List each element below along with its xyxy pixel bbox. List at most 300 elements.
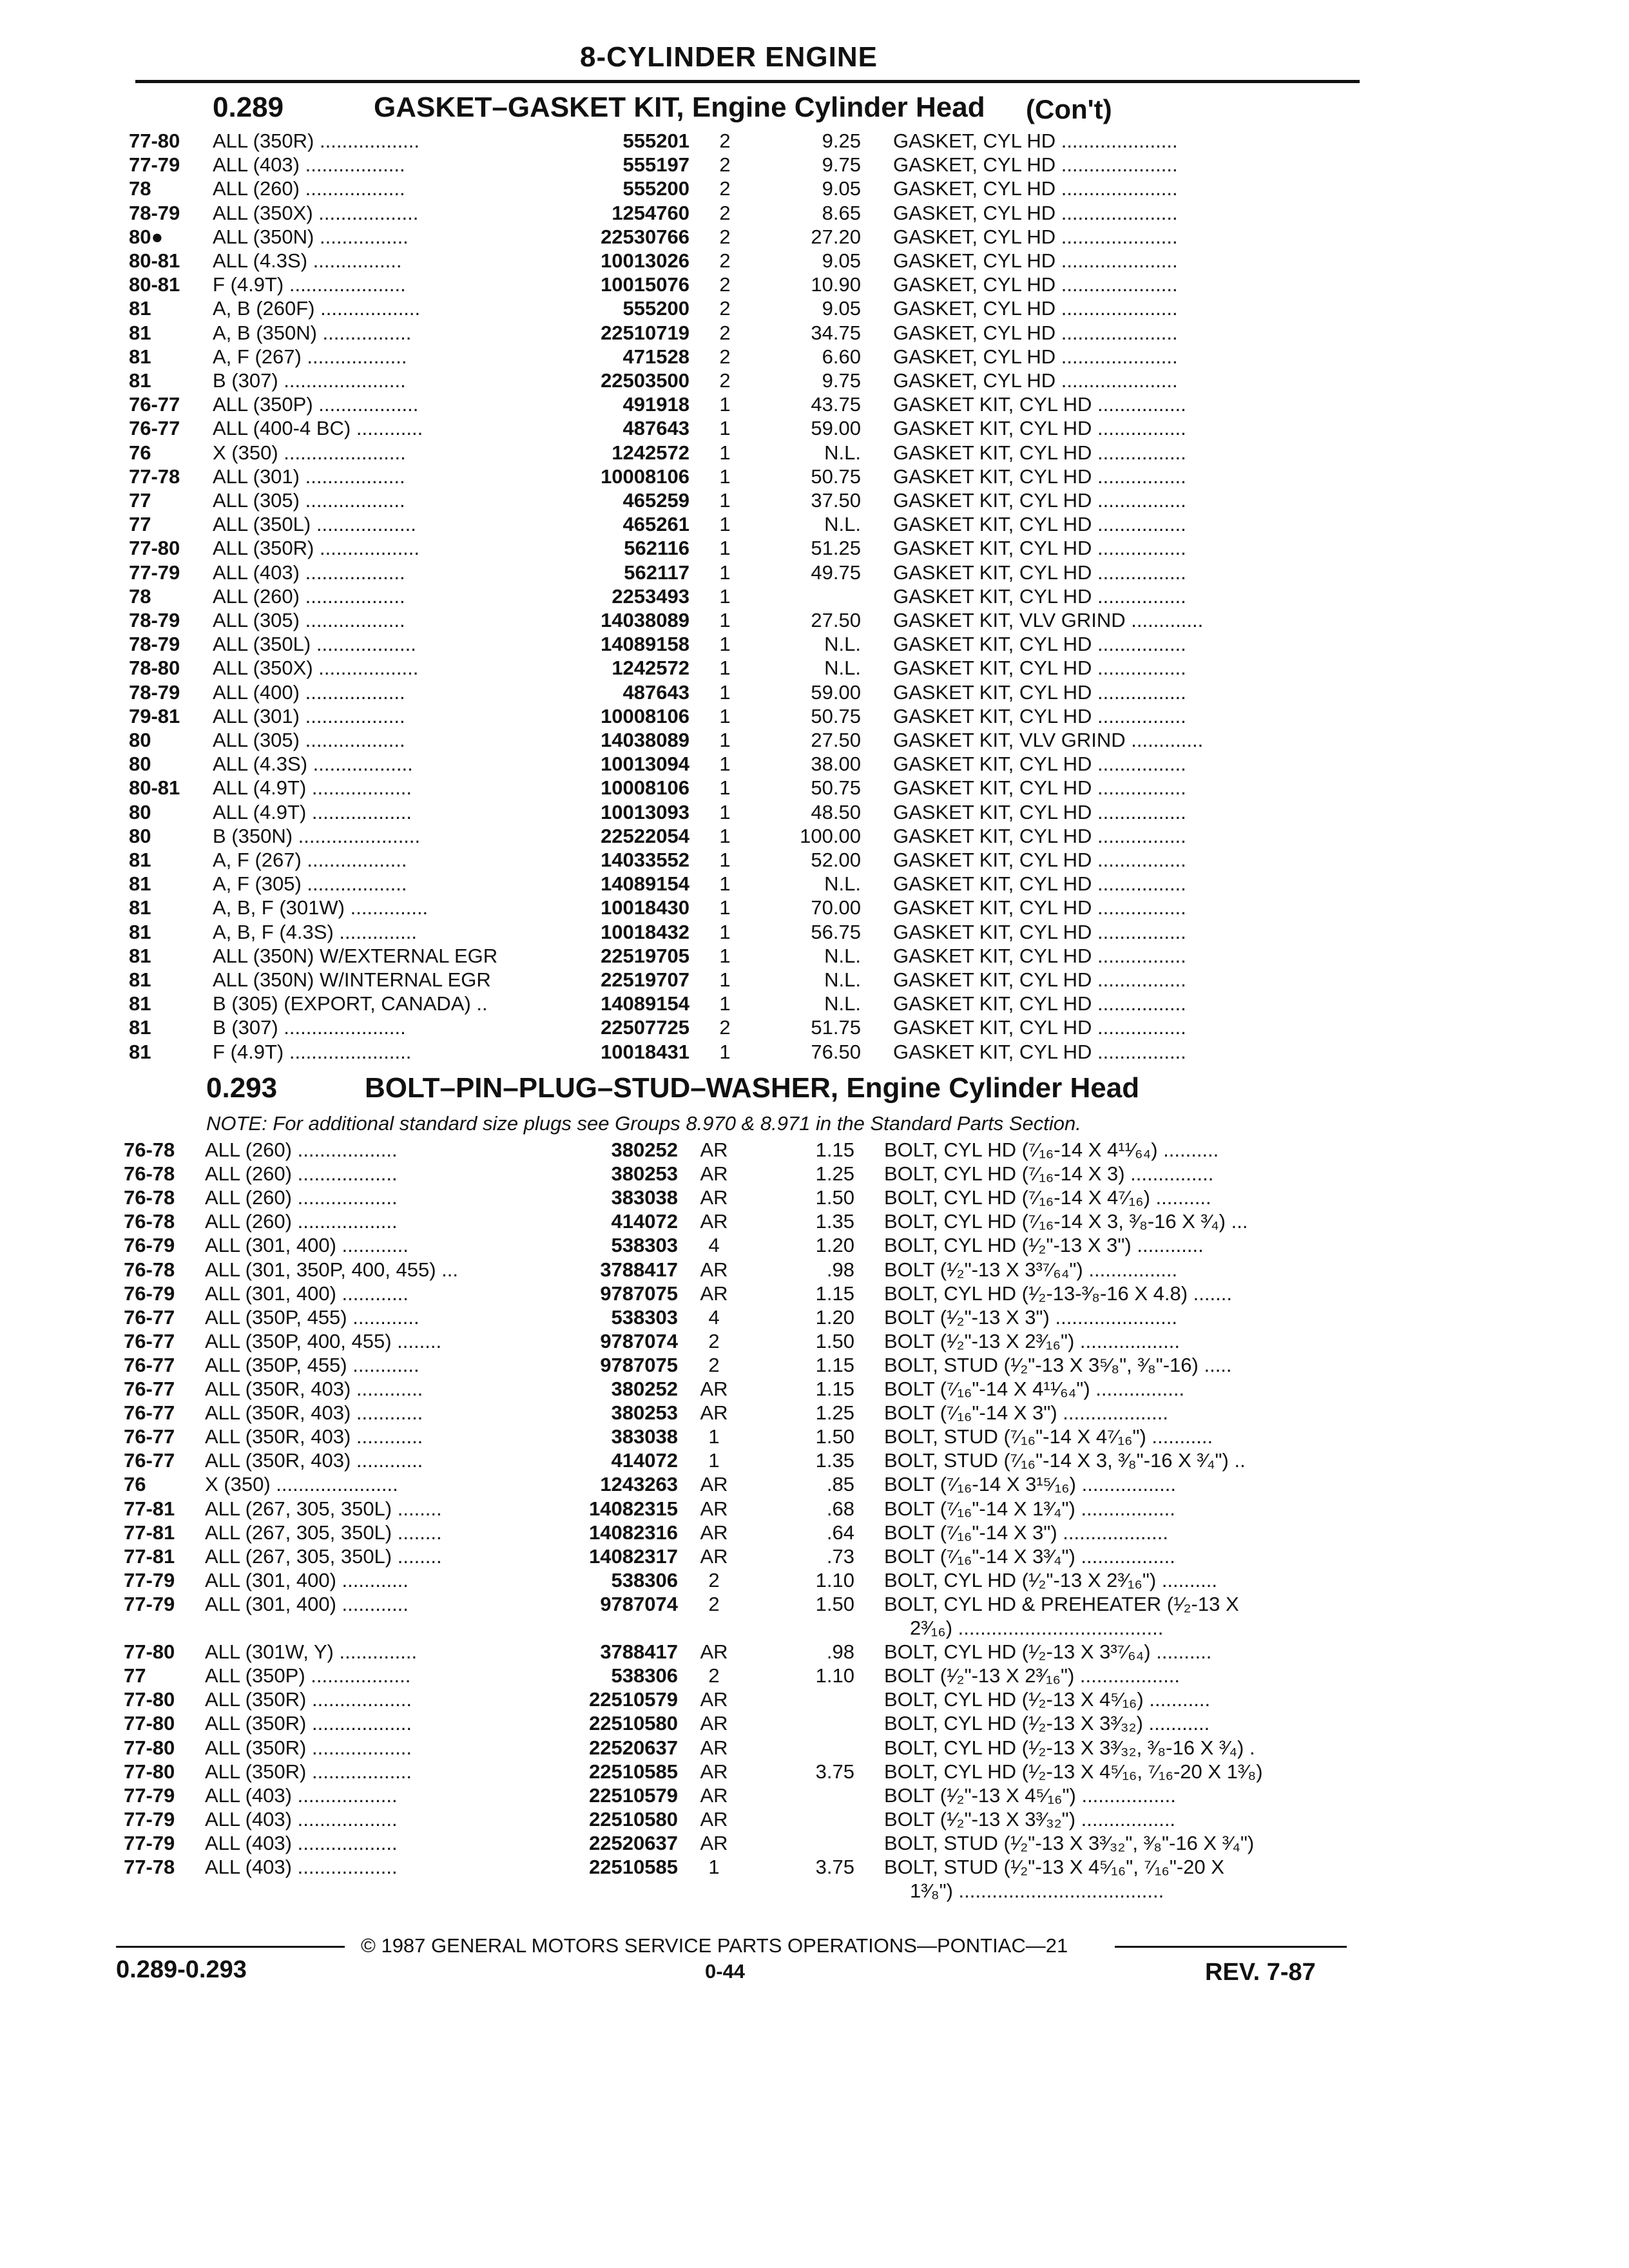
- row-description: BOLT, CYL HD (¹⁄₂-13-³⁄₈-16 X 4.8) .......: [884, 1282, 1232, 1305]
- row-quantity: AR: [700, 1760, 728, 1783]
- row-part-number: 3788417: [600, 1258, 678, 1281]
- row-quantity: AR: [700, 1688, 728, 1711]
- table-row-continuation: [0, 1616, 1629, 1640]
- row-price: 51.25: [811, 537, 861, 560]
- table-row: [0, 1282, 1629, 1305]
- section-header-0289: [213, 91, 1244, 128]
- row-description: BOLT (⁷⁄₁₆"-14 X 3") ...................: [884, 1521, 1168, 1544]
- row-price: 9.05: [822, 177, 861, 200]
- row-description: BOLT, CYL HD (¹⁄₂-13 X 3³⁄₃₂) ...........: [884, 1712, 1210, 1735]
- row-model: ALL (350R) ..................: [205, 1712, 412, 1735]
- row-quantity: 1: [719, 920, 731, 943]
- row-description: GASKET KIT, CYL HD ................: [893, 849, 1186, 871]
- table-row: [0, 968, 1629, 992]
- row-model: ALL (260) ..................: [205, 1162, 398, 1186]
- row-price: 3.75: [815, 1760, 854, 1783]
- table-row: [0, 776, 1629, 800]
- row-part-number: 22510585: [589, 1856, 678, 1878]
- row-part-number: 487643: [622, 680, 689, 704]
- row-part-number: 10018432: [601, 920, 689, 943]
- row-price: N.L.: [824, 633, 861, 656]
- row-years: 76-77: [124, 1401, 175, 1425]
- table-row: [0, 680, 1629, 704]
- row-price: .85: [826, 1473, 854, 1496]
- row-part-number: 380253: [611, 1162, 678, 1186]
- row-part-number: 562117: [624, 561, 689, 584]
- table-row: [0, 1305, 1629, 1329]
- row-price: N.L.: [824, 657, 861, 680]
- row-part-number: 14082315: [589, 1497, 678, 1520]
- row-description: GASKET KIT, CYL HD ................: [893, 561, 1186, 584]
- row-description: GASKET KIT, CYL HD ................: [893, 704, 1186, 727]
- row-description: GASKET, CYL HD .....................: [893, 345, 1178, 368]
- row-quantity: 1: [719, 849, 731, 871]
- table-row: [0, 1592, 1629, 1616]
- row-price: 70.00: [811, 896, 861, 919]
- row-part-number: 538303: [611, 1305, 678, 1329]
- row-model: ALL (403) ..................: [205, 1807, 398, 1831]
- row-model: A, B, F (4.3S) ..............: [213, 920, 417, 943]
- row-part-number: 10018430: [601, 896, 689, 919]
- table-row: [0, 944, 1629, 968]
- row-part-number: 465261: [622, 513, 689, 536]
- row-description: BOLT, STUD (⁷⁄₁₆"-14 X 4⁷⁄₁₆") ...........: [884, 1425, 1213, 1448]
- table-row: [0, 1015, 1629, 1039]
- row-description: GASKET KIT, CYL HD ................: [893, 968, 1186, 991]
- row-years: 76: [124, 1473, 146, 1496]
- row-model: ALL (267, 305, 350L) ........: [205, 1497, 442, 1520]
- row-price: 1.25: [815, 1162, 854, 1186]
- row-part-number: 10008106: [601, 776, 689, 800]
- row-price: 49.75: [811, 561, 861, 584]
- table-row: [0, 992, 1629, 1015]
- row-quantity: 1: [719, 657, 731, 680]
- row-part-number: 14033552: [601, 849, 689, 871]
- row-quantity: AR: [700, 1831, 728, 1854]
- row-quantity: 2: [719, 273, 731, 296]
- table-row: [0, 561, 1629, 584]
- row-model: ALL (350R, 403) ............: [205, 1378, 423, 1400]
- row-quantity: 1: [719, 441, 731, 464]
- row-years: 80-81: [129, 776, 180, 800]
- row-part-number: 2253493: [612, 584, 689, 608]
- row-part-number: 10008106: [601, 704, 689, 727]
- row-model: F (4.9T) .....................: [213, 273, 406, 296]
- row-years: 81: [129, 321, 151, 344]
- row-quantity: 2: [719, 130, 731, 152]
- row-price: 1.50: [815, 1186, 854, 1209]
- row-years: 78-79: [129, 201, 180, 224]
- row-price: 1.15: [815, 1378, 854, 1400]
- row-years: 81: [129, 872, 151, 896]
- table-row: [0, 153, 1629, 177]
- row-model: A, B (350N) ................: [213, 321, 412, 344]
- row-price: 59.00: [811, 417, 861, 440]
- table-row: [0, 1401, 1629, 1425]
- table-row: [0, 536, 1629, 560]
- table-row: [0, 225, 1629, 249]
- table-row: [0, 416, 1629, 440]
- table-row: [0, 249, 1629, 273]
- row-years: 76: [129, 441, 151, 464]
- row-years: 77-79: [124, 1783, 175, 1807]
- row-quantity: 1: [719, 800, 731, 823]
- row-quantity: 1: [719, 704, 731, 727]
- row-description: BOLT, STUD (¹⁄₂"-13 X 4⁵⁄₁₆", ⁷⁄₁₆"-20 X: [884, 1856, 1224, 1878]
- row-quantity: AR: [700, 1258, 728, 1281]
- row-description: BOLT, CYL HD (⁷⁄₁₆-14 X 3, ³⁄₈-16 X ³⁄₄) ...: [884, 1210, 1248, 1233]
- table-row: [0, 1258, 1629, 1282]
- table-row: [0, 345, 1629, 369]
- section-title-sub: Engine Cylinder Head: [846, 1072, 1140, 1104]
- row-quantity: AR: [700, 1736, 728, 1759]
- row-description: BOLT (⁷⁄₁₆"-14 X 3³⁄₄") .................: [884, 1544, 1175, 1568]
- table-row: [0, 656, 1629, 680]
- row-price: 1.50: [815, 1425, 854, 1448]
- row-description: BOLT (¹⁄₂"-13 X 3") ......................: [884, 1305, 1177, 1329]
- row-quantity: AR: [700, 1640, 728, 1664]
- row-years: 77-80: [124, 1640, 175, 1664]
- row-years: 77-81: [124, 1544, 175, 1568]
- table-row: [0, 1329, 1629, 1353]
- table-row: [0, 1544, 1629, 1568]
- row-description: BOLT, CYL HD (¹⁄₂-13 X 4⁵⁄₁₆, ⁷⁄₁₆-20 X 1³⁄₈): [884, 1760, 1263, 1783]
- row-model: ALL (350L) ..................: [213, 513, 416, 536]
- row-years: 78-79: [129, 609, 180, 631]
- row-description-continued: 1³⁄₈") .....................................: [910, 1879, 1164, 1903]
- row-price: .68: [826, 1497, 854, 1520]
- row-price: 50.75: [811, 465, 861, 488]
- section-header-0293: [206, 1072, 1237, 1108]
- row-years: 77-80: [124, 1712, 175, 1735]
- row-price: 100.00: [800, 824, 861, 847]
- row-years: 76-78: [124, 1139, 175, 1161]
- table-row: [0, 1377, 1629, 1401]
- row-quantity: AR: [700, 1162, 728, 1186]
- row-quantity: AR: [700, 1139, 728, 1161]
- row-model: A, F (305) ..................: [213, 872, 407, 896]
- section-title-main: GASKET–GASKET KIT,: [374, 91, 684, 123]
- section-number: 0.293: [206, 1072, 278, 1104]
- row-price: 50.75: [811, 704, 861, 727]
- row-years: 76-78: [124, 1258, 175, 1281]
- footer-copyright: © 1987 GENERAL MOTORS SERVICE PARTS OPERATIONS—PONTIAC—21: [361, 1934, 1068, 1957]
- row-description: GASKET KIT, CYL HD ................: [893, 1016, 1186, 1039]
- row-years: 77-79: [124, 1831, 175, 1854]
- row-years: 78-79: [129, 680, 180, 704]
- row-part-number: 383038: [611, 1186, 678, 1209]
- row-part-number: 491918: [622, 393, 689, 416]
- row-years: 80: [129, 800, 151, 823]
- row-price: 1.35: [815, 1449, 854, 1472]
- row-quantity: AR: [700, 1544, 728, 1568]
- table-row: [0, 441, 1629, 465]
- table-row: [0, 1162, 1629, 1186]
- table-row: [0, 1425, 1629, 1448]
- row-years: 76-77: [124, 1353, 175, 1376]
- row-model: ALL (301) ..................: [213, 704, 405, 727]
- table-row: [0, 1448, 1629, 1472]
- row-years: 78: [129, 584, 151, 608]
- row-price: 9.75: [822, 369, 861, 392]
- row-price: 9.75: [822, 153, 861, 177]
- row-price: 9.05: [822, 297, 861, 320]
- table-row: [0, 584, 1629, 608]
- table-row: [0, 1186, 1629, 1209]
- row-part-number: 555201: [622, 130, 689, 152]
- row-quantity: 1: [719, 417, 731, 440]
- row-description: GASKET KIT, CYL HD ................: [893, 584, 1186, 608]
- table-row: [0, 704, 1629, 728]
- table-row: [0, 848, 1629, 872]
- row-quantity: AR: [700, 1807, 728, 1831]
- row-part-number: 380252: [611, 1378, 678, 1400]
- row-description: BOLT (¹⁄₂"-13 X 3³⁷⁄₆₄") ................: [884, 1258, 1178, 1281]
- row-part-number: 555197: [622, 153, 689, 177]
- row-quantity: AR: [700, 1378, 728, 1400]
- row-part-number: 22530766: [601, 225, 689, 248]
- row-model: B (307) ......................: [213, 369, 406, 392]
- table-row: [0, 1497, 1629, 1521]
- row-model: ALL (350R, 403) ............: [205, 1425, 423, 1448]
- row-years: 80-81: [129, 249, 180, 272]
- row-quantity: 1: [719, 584, 731, 608]
- row-part-number: 22510579: [589, 1688, 678, 1711]
- row-part-number: 14082317: [589, 1544, 678, 1568]
- table-row: [0, 1831, 1629, 1855]
- row-description: BOLT, CYL HD (⁷⁄₁₆-14 X 3) ...............: [884, 1162, 1214, 1186]
- row-model: ALL (350R) ..................: [205, 1736, 412, 1759]
- row-part-number: 22510579: [589, 1783, 678, 1807]
- row-years: 77-80: [124, 1736, 175, 1759]
- row-model: A, F (267) ..................: [213, 849, 407, 871]
- table-row: [0, 872, 1629, 896]
- row-description: GASKET KIT, CYL HD ................: [893, 872, 1186, 896]
- row-description: BOLT (¹⁄₂"-13 X 2³⁄₁₆") ..................: [884, 1329, 1180, 1352]
- row-price: N.L.: [824, 441, 861, 464]
- row-part-number: 10018431: [601, 1040, 689, 1063]
- row-price: N.L.: [824, 968, 861, 991]
- row-description: BOLT (⁷⁄₁₆"-14 X 1³⁄₄") .................: [884, 1497, 1175, 1520]
- row-part-number: 1242572: [612, 441, 689, 464]
- row-description: GASKET, CYL HD .....................: [893, 273, 1178, 296]
- row-part-number: 555200: [622, 297, 689, 320]
- row-years: 81: [129, 849, 151, 871]
- row-quantity: 1: [719, 513, 731, 536]
- row-quantity: AR: [700, 1497, 728, 1520]
- row-years: 76-79: [124, 1234, 175, 1257]
- row-quantity: 2: [719, 369, 731, 392]
- row-model: ALL (400) ..................: [213, 680, 405, 704]
- table-row: [0, 321, 1629, 345]
- footer-section-range: 0.289-0.293: [116, 1956, 247, 1983]
- row-quantity: 2: [719, 345, 731, 368]
- row-quantity: 4: [708, 1305, 720, 1329]
- row-model: ALL (4.9T) ..................: [213, 776, 412, 800]
- row-price: .73: [826, 1544, 854, 1568]
- row-description: GASKET KIT, VLV GRIND .............: [893, 609, 1204, 631]
- table-row: [0, 1711, 1629, 1735]
- row-years: 81: [129, 369, 151, 392]
- table-row: [0, 129, 1629, 153]
- row-description: GASKET, CYL HD .....................: [893, 177, 1178, 200]
- table-row: [0, 1472, 1629, 1496]
- row-part-number: 14089154: [601, 992, 689, 1015]
- row-part-number: 1242572: [612, 657, 689, 680]
- row-model: ALL (350P, 455) ............: [205, 1353, 419, 1376]
- row-model: ALL (350X) ..................: [213, 201, 419, 224]
- row-quantity: 1: [719, 680, 731, 704]
- row-price: 8.65: [822, 201, 861, 224]
- row-years: 77: [124, 1664, 146, 1687]
- row-part-number: 555200: [622, 177, 689, 200]
- row-price: 9.05: [822, 249, 861, 272]
- row-description: GASKET KIT, CYL HD ................: [893, 513, 1186, 536]
- row-model: ALL (305) ..................: [213, 609, 405, 631]
- row-description: GASKET KIT, CYL HD ................: [893, 489, 1186, 512]
- row-quantity: 1: [719, 1040, 731, 1063]
- row-description: GASKET KIT, CYL HD ................: [893, 800, 1186, 823]
- row-quantity: 2: [708, 1329, 720, 1352]
- row-quantity: 2: [708, 1353, 720, 1376]
- row-quantity: 2: [719, 225, 731, 248]
- row-model: ALL (260) ..................: [213, 177, 405, 200]
- table-row: [0, 1040, 1629, 1064]
- row-price: N.L.: [824, 992, 861, 1015]
- row-price: .98: [826, 1258, 854, 1281]
- table-row: [0, 392, 1629, 416]
- row-model: ALL (301, 400) ............: [205, 1282, 409, 1305]
- row-description: GASKET KIT, CYL HD ................: [893, 537, 1186, 560]
- row-description: GASKET, CYL HD .....................: [893, 321, 1178, 344]
- row-price: 38.00: [811, 753, 861, 776]
- row-model: ALL (305) ..................: [213, 729, 405, 751]
- row-model: ALL (350R) ..................: [213, 537, 420, 560]
- row-quantity: AR: [700, 1521, 728, 1544]
- row-model: A, B, F (301W) ..............: [213, 896, 429, 919]
- row-years: 76-78: [124, 1186, 175, 1209]
- row-quantity: 4: [708, 1234, 720, 1257]
- row-quantity: 2: [719, 249, 731, 272]
- row-years: 77-79: [124, 1568, 175, 1591]
- row-years: 81: [129, 1016, 151, 1039]
- row-quantity: 1: [719, 872, 731, 896]
- footer-page-number: 0-44: [705, 1960, 746, 1983]
- row-description: GASKET KIT, VLV GRIND .............: [893, 729, 1204, 751]
- row-description: GASKET KIT, CYL HD ................: [893, 753, 1186, 776]
- row-years: 76-78: [124, 1162, 175, 1186]
- row-quantity: 1: [719, 465, 731, 488]
- row-model: ALL (350R) ..................: [205, 1760, 412, 1783]
- row-quantity: 2: [719, 177, 731, 200]
- row-description: GASKET, CYL HD .....................: [893, 225, 1178, 248]
- section-title: [374, 91, 985, 124]
- row-model: ALL (350P, 455) ............: [205, 1305, 419, 1329]
- table-row: [0, 1736, 1629, 1760]
- row-quantity: 1: [708, 1856, 720, 1878]
- table-row: [0, 488, 1629, 512]
- row-model: ALL (4.3S) ................: [213, 249, 402, 272]
- row-price: 48.50: [811, 800, 861, 823]
- row-model: B (307) ......................: [213, 1016, 406, 1039]
- row-quantity: 1: [719, 896, 731, 919]
- row-part-number: 465259: [622, 489, 689, 512]
- row-description: BOLT, CYL HD (⁷⁄₁₆-14 X 4⁷⁄₁₆) ..........: [884, 1186, 1211, 1209]
- row-description: BOLT, CYL HD (¹⁄₂-13 X 4⁵⁄₁₆) ...........: [884, 1688, 1211, 1711]
- row-years: 77-81: [124, 1521, 175, 1544]
- row-years: 81: [129, 992, 151, 1015]
- row-part-number: 538303: [611, 1234, 678, 1257]
- page-title: 8-CYLINDER ENGINE: [580, 41, 878, 73]
- row-years: 80-81: [129, 273, 180, 296]
- section-continued: (Con't): [1026, 94, 1112, 124]
- row-model: ALL (260) ..................: [205, 1186, 398, 1209]
- row-price: 27.50: [811, 609, 861, 631]
- row-model: ALL (350R) ..................: [213, 130, 420, 152]
- row-years: 76-79: [124, 1282, 175, 1305]
- row-quantity: 2: [708, 1592, 720, 1615]
- footer-rule-right: [1115, 1946, 1347, 1948]
- row-price: 1.50: [815, 1592, 854, 1615]
- row-price: 1.20: [815, 1305, 854, 1329]
- row-quantity: AR: [700, 1712, 728, 1735]
- row-model: ALL (301) ..................: [213, 465, 405, 488]
- row-description: GASKET KIT, CYL HD ................: [893, 920, 1186, 943]
- title-rule: [135, 80, 1360, 83]
- row-part-number: 487643: [622, 417, 689, 440]
- row-years: 77-79: [129, 153, 180, 177]
- table-row: [0, 1783, 1629, 1807]
- table-row: [0, 512, 1629, 536]
- row-quantity: 1: [719, 537, 731, 560]
- row-part-number: 414072: [611, 1210, 678, 1233]
- row-part-number: 380252: [611, 1139, 678, 1161]
- row-price: 59.00: [811, 680, 861, 704]
- row-model: ALL (400-4 BC) ............: [213, 417, 423, 440]
- row-part-number: 14038089: [601, 729, 689, 751]
- row-description: GASKET, CYL HD .....................: [893, 153, 1178, 177]
- row-part-number: 1254760: [612, 201, 689, 224]
- row-quantity: AR: [700, 1210, 728, 1233]
- table-row: [0, 1568, 1629, 1592]
- row-model: ALL (350R, 403) ............: [205, 1449, 423, 1472]
- row-quantity: 1: [719, 968, 731, 991]
- row-years: 77: [129, 513, 151, 536]
- row-model: ALL (403) ..................: [213, 561, 405, 584]
- row-model: ALL (350N) W/INTERNAL EGR: [213, 968, 491, 991]
- row-price: 1.50: [815, 1329, 854, 1352]
- row-model: B (350N) ......................: [213, 824, 421, 847]
- row-part-number: 562116: [624, 537, 689, 560]
- table-row: [0, 1209, 1629, 1233]
- row-description: GASKET KIT, CYL HD ................: [893, 465, 1186, 488]
- row-part-number: 10015076: [601, 273, 689, 296]
- row-model: F (4.9T) ......................: [213, 1040, 412, 1063]
- row-model: ALL (350L) ..................: [213, 633, 416, 656]
- row-quantity: 2: [708, 1568, 720, 1591]
- row-years: 77-80: [124, 1688, 175, 1711]
- row-part-number: 22510719: [601, 321, 689, 344]
- row-quantity: 1: [719, 609, 731, 631]
- row-years: 78: [129, 177, 151, 200]
- table-row: [0, 800, 1629, 824]
- table-row: [0, 824, 1629, 848]
- row-years: 80: [129, 824, 151, 847]
- row-description: BOLT (¹⁄₂"-13 X 2³⁄₁₆") ..................: [884, 1664, 1180, 1687]
- row-model: ALL (301, 400) ............: [205, 1568, 409, 1591]
- row-years: 81: [129, 968, 151, 991]
- table-row: [0, 608, 1629, 632]
